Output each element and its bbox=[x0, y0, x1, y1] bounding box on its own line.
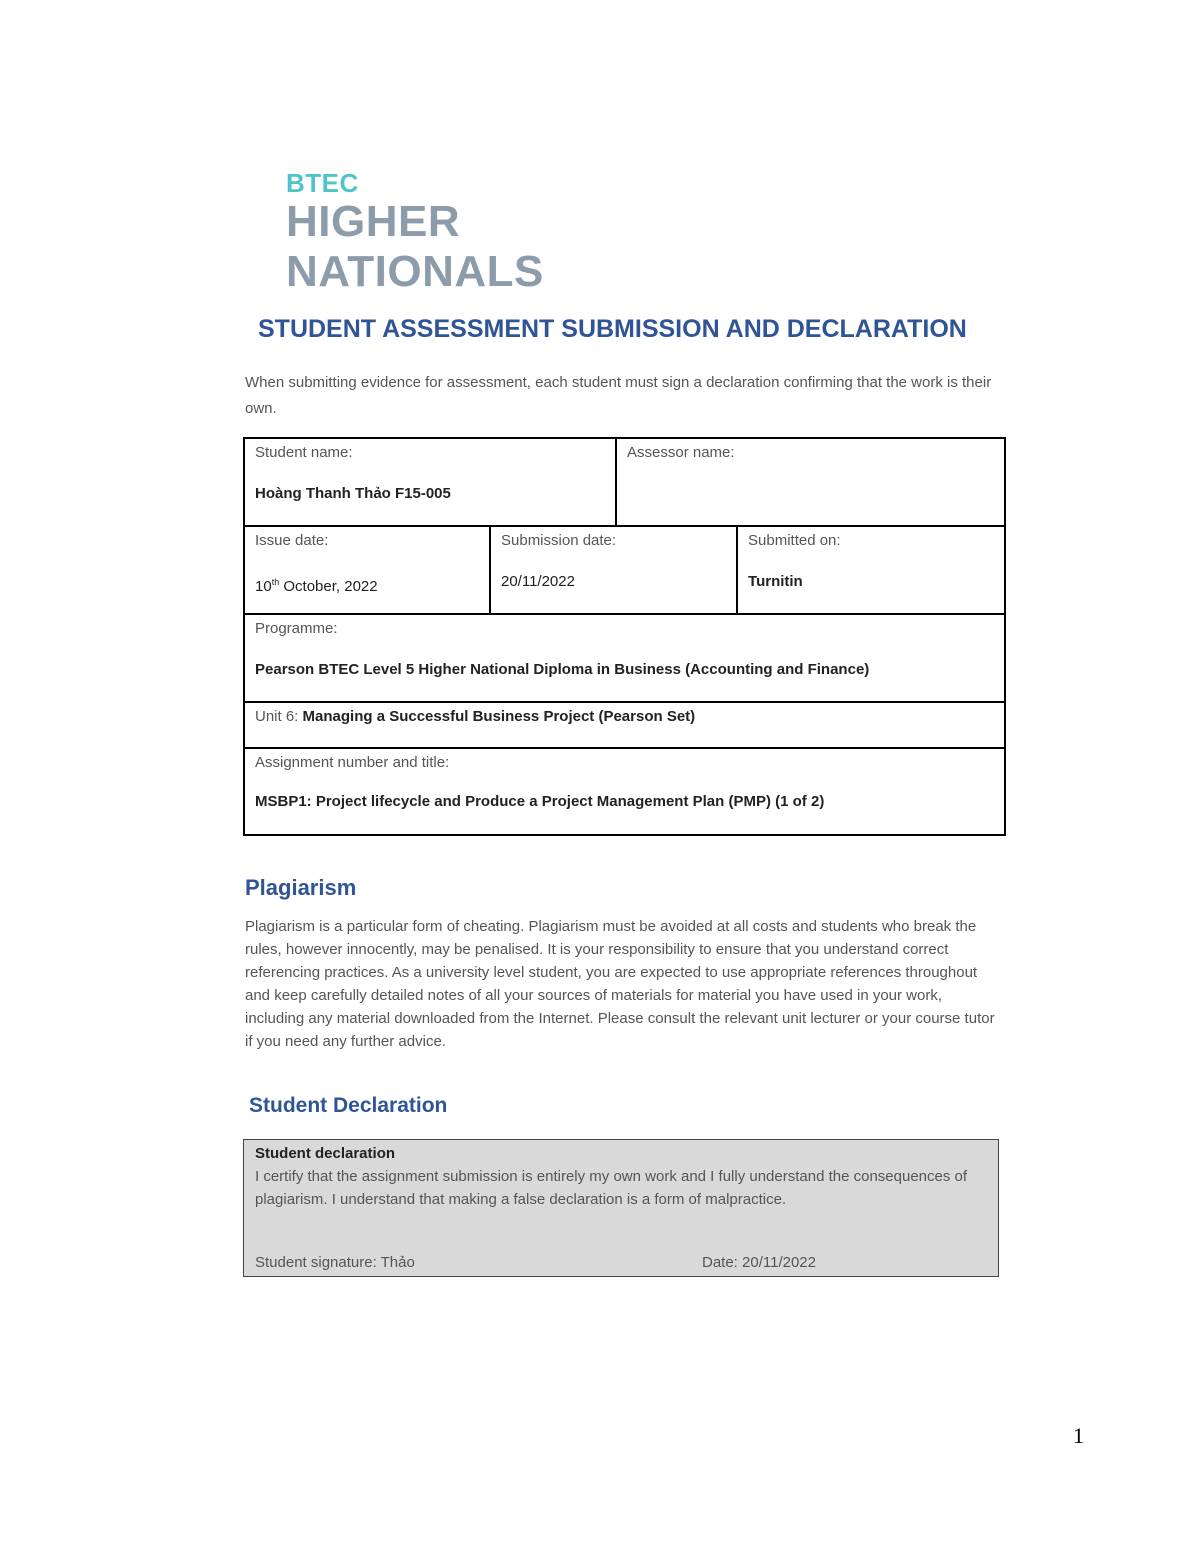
assignment-cell bbox=[244, 748, 1005, 835]
unit-value: Managing a Successful Business Project (Pearson Set) bbox=[302, 708, 696, 725]
student-name-value: Hoàng Thanh Thảo F15-005 bbox=[255, 485, 451, 502]
plagiarism-heading: Plagiarism bbox=[245, 875, 357, 900]
declaration-box bbox=[243, 1139, 999, 1277]
plagiarism-paragraph: Plagiarism is a particular form of cheating. Plagiarism must be avoided at all costs and students who break the rules, however innocently, may be penalised. It is your responsibility to ensure that you understand correct referencing practices. As a university level student, you are expected to use appropriate references throughout and keep carefully detailed notes of all your sources of materials for material you have used in your work, including any material downloaded from the Internet. Please consult the relevant unit lecturer or your course tutor if you need any further advice. bbox=[245, 918, 995, 1050]
submission-date-cell bbox=[490, 526, 737, 614]
student-name-label: Student name: bbox=[255, 444, 353, 461]
issue-date-label: Issue date: bbox=[255, 532, 329, 549]
submitted-on-value: Turnitin bbox=[748, 573, 803, 590]
logo-nationals-text: NATIONALS bbox=[286, 247, 544, 296]
unit-label: Unit 6: bbox=[255, 708, 303, 725]
logo-btec-text: BTEC bbox=[286, 168, 359, 198]
declaration-date: Date: 20/11/2022 bbox=[702, 1254, 816, 1271]
intro-paragraph: When submitting evidence for assessment, each student must sign a declaration confirming that the work is their own. bbox=[245, 374, 992, 417]
submitted-on-label: Submitted on: bbox=[748, 532, 841, 549]
issue-date-suffix: th bbox=[271, 577, 280, 587]
btec-logo bbox=[286, 170, 544, 294]
student-declaration-heading: Student Declaration bbox=[249, 1094, 448, 1117]
issue-date-rest: October, 2022 bbox=[279, 578, 378, 595]
submission-info-table bbox=[243, 437, 1006, 836]
issue-date-cell bbox=[244, 526, 490, 614]
unit-cell bbox=[244, 702, 1005, 748]
programme-label: Programme: bbox=[255, 620, 338, 637]
declaration-text: I certify that the assignment submission is entirely my own work and I fully understand the consequences of plagiarism. I understand that making a false declaration is a form of malpractice. bbox=[255, 1168, 968, 1208]
submission-date-label: Submission date: bbox=[501, 532, 617, 549]
assignment-value: MSBP1: Project lifecycle and Produce a Project Management Plan (PMP) (1 of 2) bbox=[255, 793, 825, 810]
assignment-label: Assignment number and title: bbox=[255, 754, 450, 771]
assessor-name-label: Assessor name: bbox=[627, 444, 735, 461]
page-number: 1 bbox=[1073, 1423, 1084, 1448]
logo-higher-text: HIGHER bbox=[286, 197, 461, 246]
issue-date-day: 10 bbox=[255, 578, 272, 595]
page-title: STUDENT ASSESSMENT SUBMISSION AND DECLARATION bbox=[258, 315, 967, 343]
unit-line bbox=[255, 707, 994, 727]
programme-cell bbox=[244, 614, 1005, 702]
submission-date-value: 20/11/2022 bbox=[501, 573, 575, 590]
student-signature: Student signature: Thảo bbox=[255, 1254, 415, 1271]
submitted-on-cell bbox=[737, 526, 1005, 614]
assessor-name-cell bbox=[616, 438, 1005, 526]
programme-value: Pearson BTEC Level 5 Higher National Diploma in Business (Accounting and Finance) bbox=[255, 661, 870, 678]
declaration-box-title: Student declaration bbox=[255, 1145, 396, 1162]
student-name-cell bbox=[244, 438, 616, 526]
issue-date-value bbox=[255, 571, 479, 598]
